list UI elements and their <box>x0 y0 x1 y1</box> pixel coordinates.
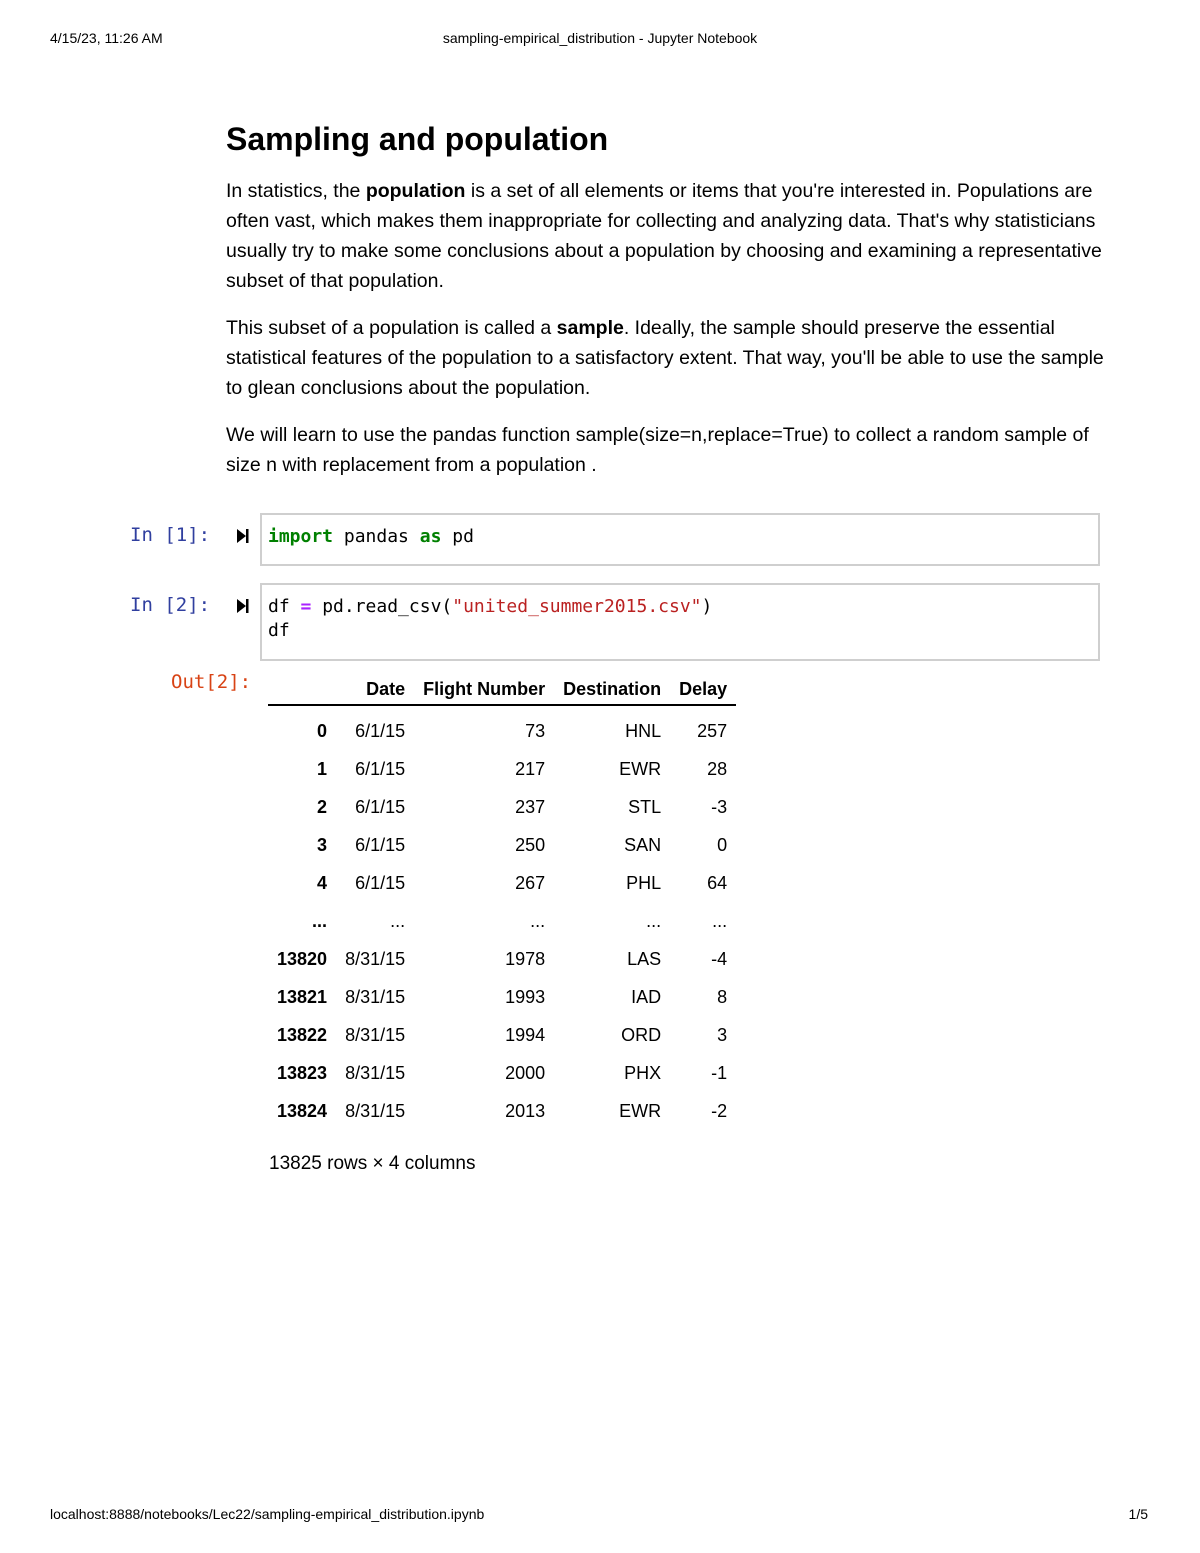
table-row <box>268 788 736 826</box>
row-index: 13822 <box>277 1024 328 1045</box>
in-prompt-1: In [1]: <box>130 524 211 546</box>
code-cell-2[interactable] <box>260 583 1100 661</box>
cell-date: 8/31/15 <box>345 948 406 969</box>
cell-flight-number: 2013 <box>505 1100 546 1121</box>
cell-destination: SAN <box>624 834 662 855</box>
column-header-delay: Delay <box>670 674 736 705</box>
row-index: 3 <box>317 834 328 855</box>
cell-flight-number: 250 <box>515 834 546 855</box>
column-header-flight-number: Flight Number <box>414 674 554 705</box>
table-row <box>268 826 736 864</box>
cell-date: 6/1/15 <box>355 720 406 741</box>
table-row <box>268 1016 736 1054</box>
cell-date: 8/31/15 <box>345 986 406 1007</box>
row-index: 0 <box>317 720 328 741</box>
table-row-ellipsis <box>268 902 736 940</box>
string-literal: "united_summer2015.csv" <box>452 596 702 617</box>
cell-delay: 8 <box>717 986 728 1007</box>
cell-delay: -4 <box>711 948 728 969</box>
code-text: pandas <box>333 526 420 547</box>
row-index: 13823 <box>277 1062 328 1083</box>
cell-date: 6/1/15 <box>355 872 406 893</box>
cell-delay: -3 <box>711 796 728 817</box>
cell-date: 6/1/15 <box>355 834 406 855</box>
cell-flight-number: 217 <box>515 758 546 779</box>
run-cell-icon[interactable] <box>236 528 250 544</box>
table-row <box>268 978 736 1016</box>
column-header-destination: Destination <box>554 674 670 705</box>
print-title: sampling-empirical_distribution - Jupyter Notebook <box>442 30 758 46</box>
code-line-1 <box>268 595 1092 619</box>
cell-date: ... <box>390 910 406 931</box>
cell-delay: 28 <box>707 758 728 779</box>
table-header-row <box>268 674 736 705</box>
cell-delay: 257 <box>697 720 728 741</box>
in-prompt-2: In [2]: <box>130 594 211 616</box>
cell-date: 8/31/15 <box>345 1062 406 1083</box>
cell-destination: HNL <box>625 720 662 741</box>
p2-text-b: . Ideally, the sample should preserve the essential statistical features of the population to a satisfactory extent. That way, you'll be able to use the sample to glean conclusions about the population. <box>226 317 1104 400</box>
row-index: 1 <box>317 758 328 779</box>
keyword-import: import <box>268 526 334 547</box>
cell-delay: 3 <box>717 1024 728 1045</box>
cell-flight-number: 267 <box>515 872 546 893</box>
p1-text-b: is a set of all elements or items that you're interested in. Populations are often vast, which makes them inappropriate for collecting and analyzing data. That's why statisticians usually try to make some conclusions about a population by choosing and examining a representative subset of that population. <box>226 180 1102 293</box>
cell-flight-number: 1978 <box>505 948 546 969</box>
print-url: localhost:8888/notebooks/Lec22/sampling-empirical_distribution.ipynb <box>50 1506 485 1522</box>
p2-text-a: This subset of a population is called a <box>226 317 557 340</box>
column-header-date: Date <box>336 674 414 705</box>
row-index: ... <box>312 910 328 931</box>
dataframe-shape-note: 13825 rows × 4 columns <box>269 1153 476 1174</box>
cell-delay: -2 <box>711 1100 728 1121</box>
p2-bold: sample <box>556 317 624 340</box>
cell-destination: LAS <box>627 948 662 969</box>
row-index: 13821 <box>277 986 328 1007</box>
cell-flight-number: 1993 <box>505 986 546 1007</box>
table-row <box>268 864 736 902</box>
cell-delay: -1 <box>711 1062 728 1083</box>
print-page-number: 1/5 <box>1128 1506 1148 1522</box>
cell-destination: EWR <box>619 1100 662 1121</box>
code-text: pd <box>441 526 474 547</box>
dataframe-table <box>268 674 736 1130</box>
cell-date: 8/31/15 <box>345 1100 406 1121</box>
index-header <box>268 674 336 705</box>
code-text: df <box>268 596 301 617</box>
code-text: pd.read_csv( <box>311 596 453 617</box>
paragraph-pandas-sample: We will learn to use the pandas function sample(size=n,replace=True) to collect a random sample of size n with replacement from a population . <box>226 424 1089 477</box>
notebook-heading: Sampling and population <box>226 121 609 157</box>
table-row <box>268 940 736 978</box>
row-index: 13824 <box>277 1100 328 1121</box>
cell-flight-number: 2000 <box>505 1062 546 1083</box>
code-text: ) <box>701 596 713 617</box>
row-index: 4 <box>317 872 328 893</box>
table-row <box>268 750 736 788</box>
cell-date: 6/1/15 <box>355 758 406 779</box>
cell-destination: IAD <box>631 986 662 1007</box>
p1-bold: population <box>365 180 466 203</box>
table-row <box>268 1092 736 1130</box>
operator-assign: = <box>300 596 312 617</box>
table-row <box>268 1054 736 1092</box>
row-index: 2 <box>317 796 328 817</box>
out-prompt-2: Out[2]: <box>171 671 252 693</box>
cell-destination: ... <box>646 910 662 931</box>
cell-date: 8/31/15 <box>345 1024 406 1045</box>
cell-delay: ... <box>712 910 728 931</box>
paragraph-population <box>226 176 1106 296</box>
cell-destination: STL <box>628 796 662 817</box>
row-index: 13820 <box>277 948 328 969</box>
cell-destination: EWR <box>619 758 662 779</box>
markdown-cell <box>226 120 1106 497</box>
code-cell-1[interactable] <box>260 513 1100 566</box>
table-row <box>268 705 736 750</box>
cell-flight-number: 1994 <box>505 1024 546 1045</box>
cell-flight-number: ... <box>530 910 546 931</box>
cell-delay: 64 <box>707 872 728 893</box>
run-cell-icon[interactable] <box>236 598 250 614</box>
paragraph-sample <box>226 313 1106 403</box>
code-line-2: df <box>268 620 290 641</box>
p1-text-a: In statistics, the <box>226 180 366 203</box>
cell-flight-number: 237 <box>515 796 546 817</box>
keyword-as: as <box>419 526 442 547</box>
cell-destination: ORD <box>621 1024 662 1045</box>
cell-destination: PHL <box>626 872 662 893</box>
cell-date: 6/1/15 <box>355 796 406 817</box>
cell-delay: 0 <box>717 834 728 855</box>
cell-destination: PHX <box>624 1062 662 1083</box>
print-datetime: 4/15/23, 11:26 AM <box>50 30 163 46</box>
cell-flight-number: 73 <box>525 720 546 741</box>
